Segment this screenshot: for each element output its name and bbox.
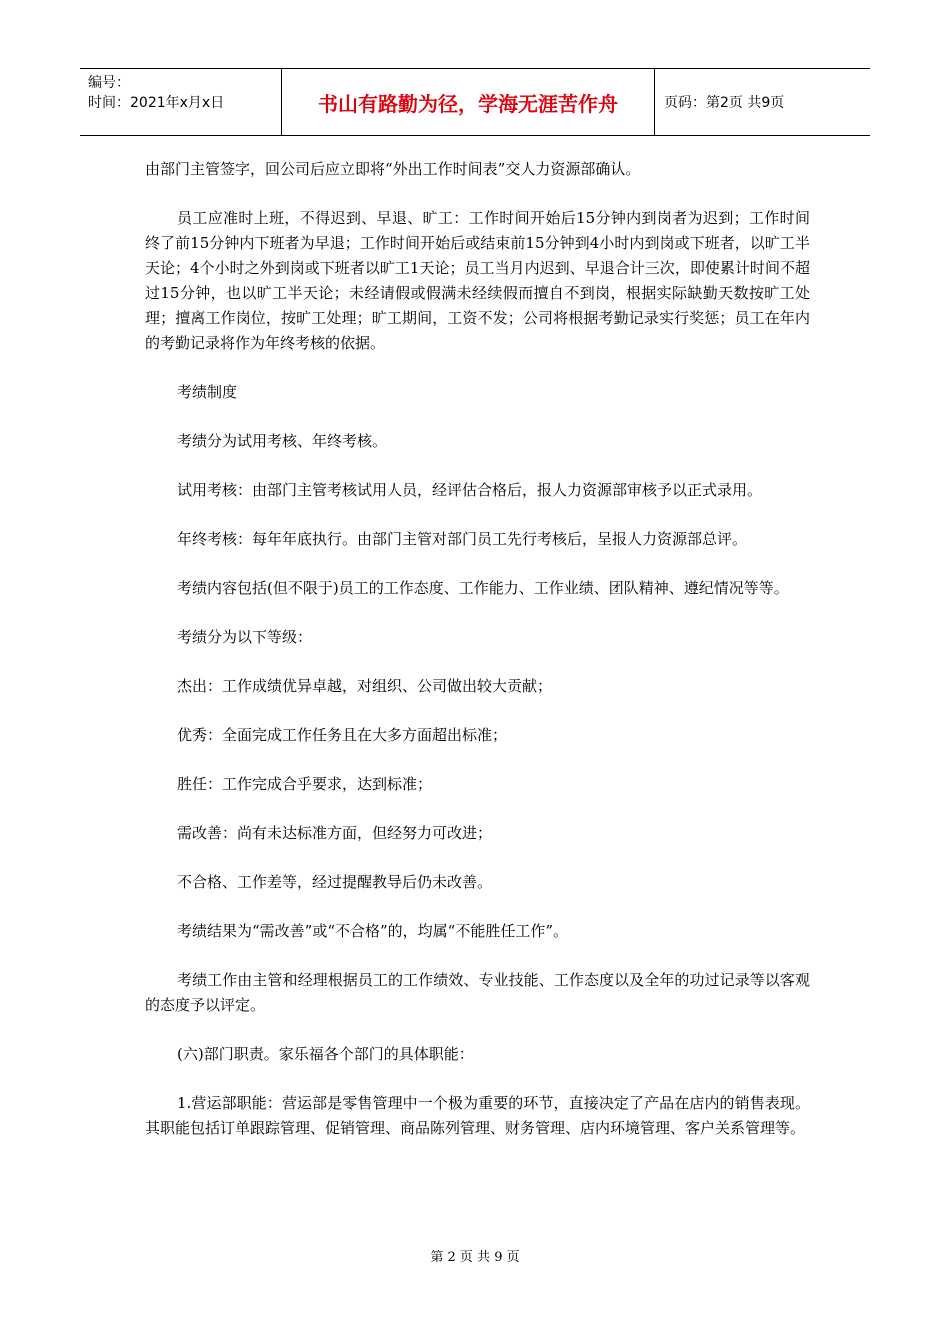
paragraph: 考绩分为试用考核、年终考核。 [177, 432, 388, 450]
paragraph: 考绩内容包括(但不限于)员工的工作态度、工作能力、工作业绩、团队精神、遵纪情况等等。 [177, 579, 789, 597]
document-number-label: 编号： [88, 75, 130, 91]
paragraph: 考绩结果为“需改善”或“不合格”的，均属“不能胜任工作”。 [177, 922, 569, 940]
header-meta [80, 69, 282, 135]
paragraph-continuation: 由部门主管签字，回公司后应立即将“外出工作时间表”交人力资源部确认。 [145, 160, 641, 178]
header-motto: 书山有路勤为径，学海无涯苦作舟 [282, 69, 655, 135]
paragraph-attendance-rules: 员工应准时上班，不得迟到、早退、旷工：工作时间开始后15分钟内到岗者为迟到；工作时间终了前15分钟内下班者为早退；工作时间开始后或结束前15分钟到4小时内到岗或下班者，以旷工半天论；4个小时之外到岗或下班者以旷工1天论；员工当月内迟到、早退合计三次，即使累计时间不超过15分钟，也以旷工半天论；未经请假或假满未经续假而擅自不到岗，根据实际缺勤天数按旷工处理；擅离工作岗位，按旷工处理；旷工期间，工资不发；公司将根据考勤记录实行奖惩；员工在年内的考勤记录将作为年终考核的依据。 [145, 209, 810, 352]
document-date: 时间：2021年x月x日 [88, 95, 225, 111]
document-body [145, 157, 810, 1165]
page-header [80, 68, 870, 136]
paragraph: 1.营运部职能：营运部是零售管理中一个极为重要的环节，直接决定了产品在店内的销售表现。其职能包括订单跟踪管理、促销管理、商品陈列管理、财务管理、店内环境管理、客户关系管理等。 [145, 1094, 810, 1137]
paragraph: 考绩工作由主管和经理根据员工的工作绩效、专业技能、工作态度以及全年的功过记录等以客观的态度予以评定。 [145, 971, 810, 1014]
grade-item: 杰出：工作成绩优异卓越，对组织、公司做出较大贡献； [177, 677, 553, 695]
grade-item: 需改善：尚有未达标准方面，但经努力可改进； [177, 824, 493, 842]
grade-item: 不合格、工作差等，经过提醒教导后仍未改善。 [177, 873, 493, 891]
paragraph: 年终考核：每年年底执行。由部门主管对部门员工先行考核后，呈报人力资源部总评。 [177, 530, 748, 548]
page-footer: 第 2 页 共 9 页 [430, 1250, 520, 1265]
grade-item: 胜任：工作完成合乎要求，达到标准； [177, 775, 433, 793]
section-heading-performance: 考绩制度 [177, 383, 238, 401]
section-heading-departments: (六)部门职责。家乐福各个部门的具体职能： [177, 1045, 474, 1063]
paragraph: 试用考核：由部门主管考核试用人员，经评估合格后，报人力资源部审核予以正式录用。 [177, 481, 763, 499]
paragraph: 考绩分为以下等级： [177, 628, 313, 646]
header-page-info: 页码：第2页 共9页 [664, 95, 785, 111]
grade-item: 优秀：全面完成工作任务且在大多方面超出标准； [177, 726, 508, 744]
